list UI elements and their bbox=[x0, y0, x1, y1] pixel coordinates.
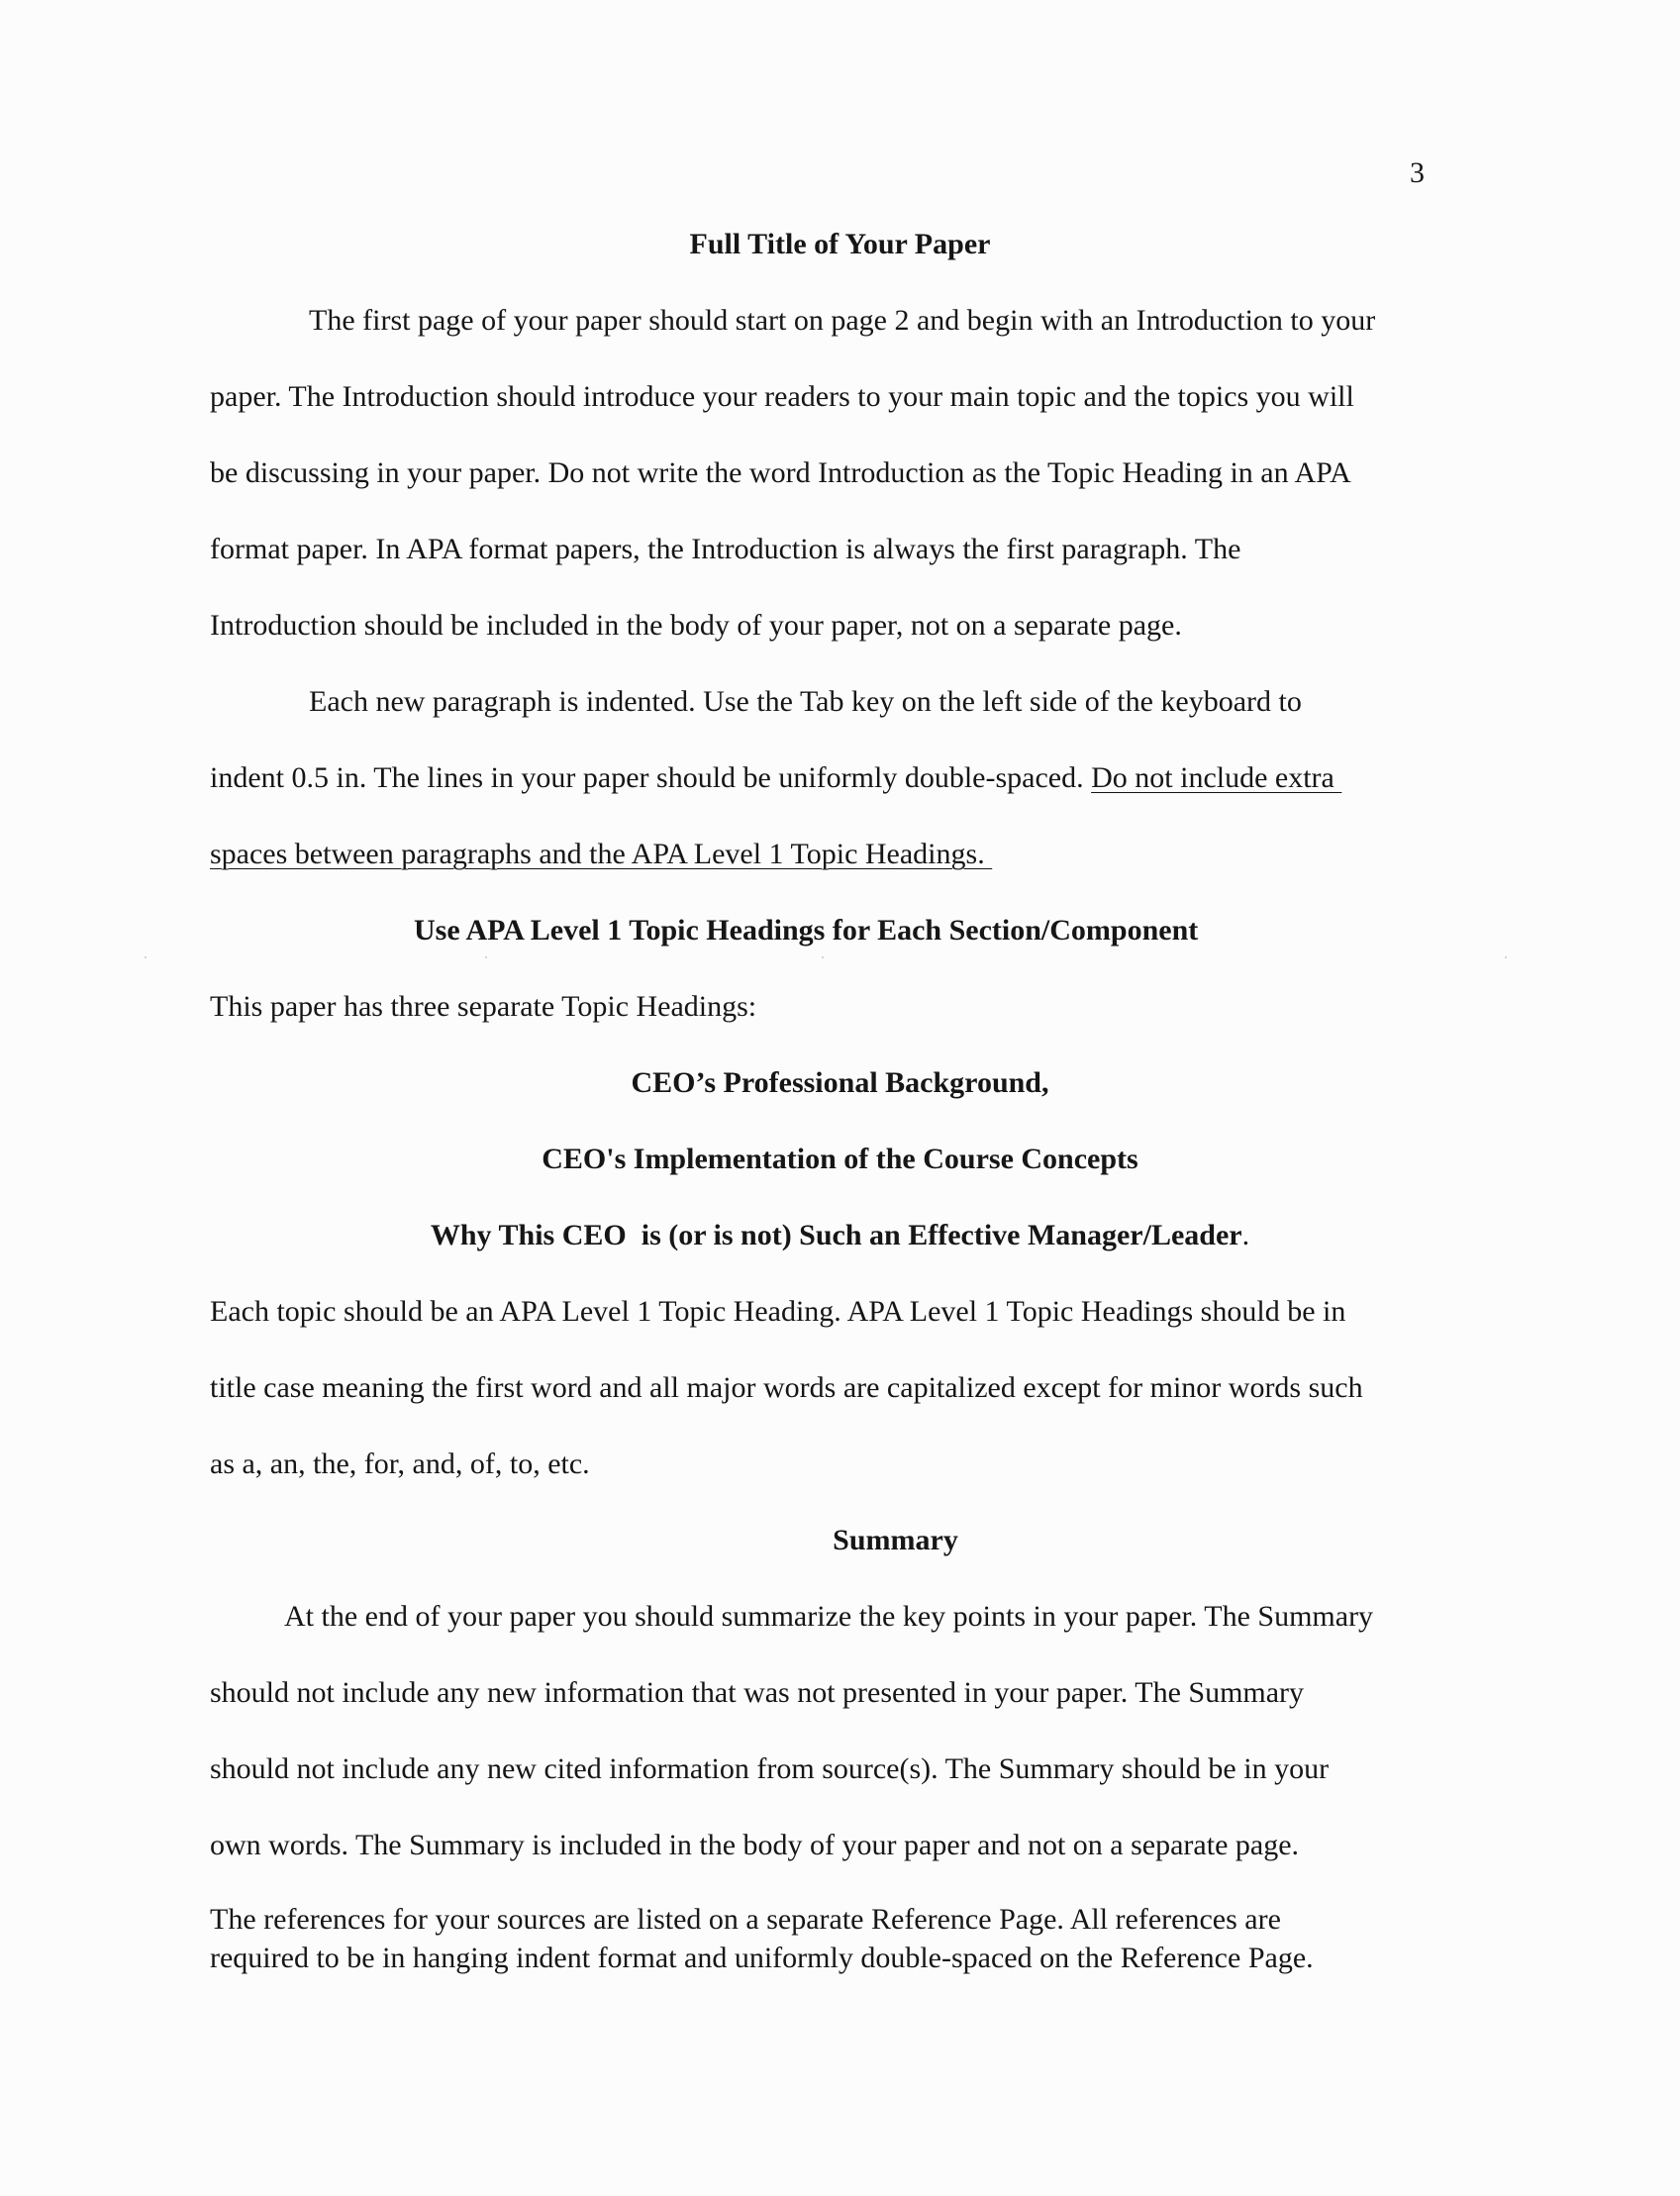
topic-heading-3: Why This CEO is (or is not) Such an Effective Manager/Leader bbox=[430, 1219, 1242, 1251]
indent-line-2-underlined: Do not include extra bbox=[1091, 761, 1342, 794]
intro-line-1: The first page of your paper should start on page 2 and begin with an Introduction to your bbox=[309, 304, 1376, 337]
indent-line-2-plain: indent 0.5 in. The lines in your paper should be uniformly double-spaced. bbox=[210, 761, 1092, 794]
paper-title: Full Title of Your Paper bbox=[689, 228, 991, 260]
summary-line-1: At the end of your paper you should summarize the key points in your paper. The Summary bbox=[284, 1600, 1374, 1633]
intro-line-3: be discussing in your paper. Do not write the word Introduction as the Topic Heading in an APA bbox=[210, 456, 1351, 489]
indent-line-1: Each new paragraph is indented. Use the Tab key on the left side of the keyboard to bbox=[309, 685, 1302, 718]
three-headings-intro: This paper has three separate Topic Headings: bbox=[210, 990, 757, 1023]
scan-speck bbox=[1505, 956, 1507, 958]
heading-rules-line-2: title case meaning the first word and all major words are capitalized except for minor words such bbox=[210, 1371, 1363, 1404]
scan-speck bbox=[822, 956, 824, 958]
summary-line-2: should not include any new information that was not presented in your paper. The Summary bbox=[210, 1676, 1305, 1709]
intro-line-5: Introduction should be included in the body of your paper, not on a separate page. bbox=[210, 609, 1182, 642]
topic-heading-3-line bbox=[0, 1219, 1680, 1252]
page-number: 3 bbox=[1410, 156, 1425, 189]
topic-heading-2: CEO's Implementation of the Course Concepts bbox=[542, 1143, 1138, 1175]
summary-heading: Summary bbox=[833, 1524, 958, 1556]
topic-heading-1: CEO’s Professional Background, bbox=[631, 1066, 1049, 1099]
summary-line-4: own words. The Summary is included in the body of your paper and not on a separate page. bbox=[210, 1829, 1300, 1861]
references-line-2: required to be in hanging indent format and uniformly double-spaced on the Reference Page. bbox=[210, 1942, 1314, 1974]
topic-heading-3-period: . bbox=[1241, 1219, 1250, 1251]
indent-line-2 bbox=[210, 761, 1341, 795]
section-heading: Use APA Level 1 Topic Headings for Each Section/Component bbox=[414, 914, 1199, 947]
heading-rules-line-3: as a, an, the, for, and, of, to, etc. bbox=[210, 1447, 590, 1480]
intro-line-2: paper. The Introduction should introduce your readers to your main topic and the topics you will bbox=[210, 380, 1354, 413]
intro-line-4: format paper. In APA format papers, the Introduction is always the first paragraph. The bbox=[210, 533, 1241, 565]
summary-line-3: should not include any new cited information from source(s). The Summary should be in your bbox=[210, 1752, 1330, 1785]
references-line-1: The references for your sources are listed on a separate Reference Page. All references are bbox=[210, 1903, 1281, 1936]
heading-rules-line-1: Each topic should be an APA Level 1 Topic Heading. APA Level 1 Topic Headings should be in bbox=[210, 1295, 1346, 1328]
indent-line-3-underlined: spaces between paragraphs and the APA Level 1 Topic Headings. bbox=[210, 838, 993, 870]
scan-speck bbox=[145, 956, 147, 958]
scan-speck bbox=[485, 956, 487, 958]
